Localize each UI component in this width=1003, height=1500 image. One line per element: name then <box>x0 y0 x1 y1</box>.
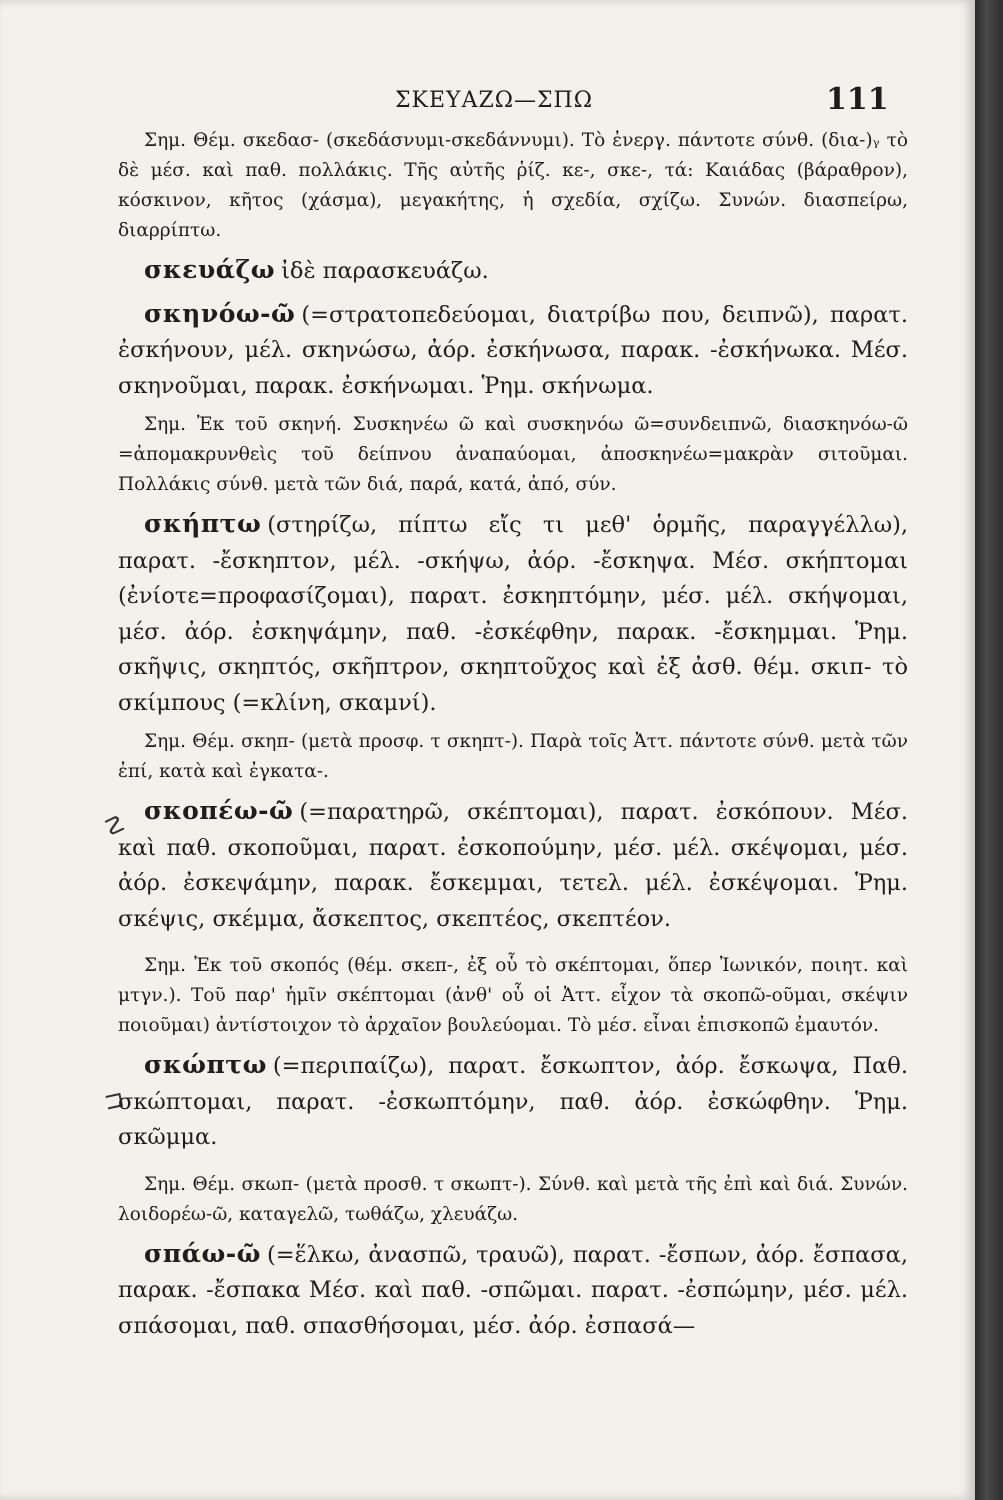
entry-headword: σπάω-ῶ <box>144 1238 261 1268</box>
entry-headword: σκοπέω-ῶ <box>144 796 294 825</box>
handwritten-mark-icon: ⊐ <box>101 1084 127 1116</box>
note-paragraph: Σημ. Θέμ. σκεδασ- (σκεδάσνυμι-σκεδάννυμι). Τὸ ἐνεργ. πάντοτε σύνθ. (δια-)ᵧ τὸ δὲ μέσ. καὶ παθ. πολλάκις. Τῆς αὐτῆς ῥίζ. κε-, σκε-, τά: Καιάδας (βάραθρον), κόσκινον, κῆτος (χάσμα), μεγακήτης, ἡ σχεδία, σχίζω. Συνών. διασπείρω, διαρρίπτω. <box>118 130 908 241</box>
entry-headword: σκώπτω <box>144 1050 267 1079</box>
entry-body: (στηρίζω, πίπτω εἴς τι μεθ' ὁρμῆς, παραγγέλλω), παρατ. -ἔσκηπτον, μέλ. -σκήψω, ἀόρ. -ἔσκηψα. Μέσ. σκήπτομαι (ἐνίοτε=προφασίζομαι), παρατ. ἐσκηπτόμην, μέσ. μέλ. σκήψομαι, μέσ. ἀόρ. ἐσκηψάμην, παθ. -ἐσκέφθην, παρακ. -ἔσκημμαι. Ῥημ. σκῆψις, σκηπτός, σκῆπτρον, σκηπτοῦχος καὶ ἐξ ἀσθ. θέμ. σκιπ- τὸ σκίμπους (=κλίνη, σκαμνί). <box>118 512 908 716</box>
entry-headword: σκήπτω <box>144 509 262 538</box>
entry-headword: σκευάζω <box>144 255 276 284</box>
dictionary-entry <box>118 1047 908 1156</box>
running-title: ΣΚΕΥΑΖΩ—ΣΠΩ <box>395 88 593 113</box>
dictionary-entry <box>118 296 908 405</box>
entry-body: ἰδὲ παρασκευάζω. <box>281 258 489 284</box>
page-number: 111 <box>826 82 889 117</box>
handwritten-mark-icon: ☡ <box>101 810 129 842</box>
dictionary-entry <box>118 1236 908 1345</box>
entry-body: (=περιπαίζω), παρατ. ἔσκωπτον, ἀόρ. ἔσκωψα, Παθ. σκώπτομαι, παρατ. -ἐσκωπτόμην, παθ. ἀόρ. ἐσκώφθην. Ῥημ. σκῶμμα. <box>118 1053 908 1150</box>
dictionary-entry <box>118 793 908 937</box>
dictionary-entry <box>118 506 908 721</box>
page-header <box>0 82 975 128</box>
entry-body: (=παρατηρῶ, σκέπτομαι), παρατ. ἐσκόπουν. Μέσ. καὶ παθ. σκοποῦμαι, παρατ. ἐσκοπούμην, μέσ. μέλ. σκέψομαι, μέσ. ἀόρ. ἐσκεψάμην, παρακ. ἔσκεμμαι, τετελ. μέλ. ἐσκέψομαι. Ῥημ. σκέψις, σκέμμα, ἄσκεπτος, σκεπτέος, σκεπτέον. <box>118 799 908 932</box>
note-paragraph: Σημ. Ἐκ τοῦ σκοπός (θέμ. σκεπ-, ἐξ οὗ τὸ σκέπτομαι, ὅπερ Ἰωνικόν, ποιητ. καὶ μτγν.). Τοῦ παρ' ἡμῖν σκέπτομαι (ἀνθ' οὗ οἱ Ἀττ. εἶχον τὰ σκοπῶ-οῦμαι, σκέψιν ποιοῦμαι) ἀντίστοιχον τὸ ἀρχαῖον βουλεύομαι. Τὸ μέσ. εἶναι ἐπισκοπῶ ἐμαυτόν. <box>118 955 908 1036</box>
entry-headword: σκηνόω-ῶ <box>144 298 296 328</box>
note-paragraph: Σημ. Θέμ. σκηπ- (μετὰ προσφ. τ σκηπτ-). Παρὰ τοῖς Ἀττ. πάντοτε σύνθ. μετὰ τῶν ἐπί, κατὰ καὶ ἐγκατα-. <box>118 731 908 782</box>
dictionary-text <box>118 126 908 1350</box>
book-edge <box>975 0 1003 1500</box>
entry-body: (=ἕλκω, ἀνασπῶ, τραυῶ), παρατ. -ἔσπων, ἀόρ. ἔσπασα, παρακ. -ἔσπακα Μέσ. καὶ παθ. -σπῶμαι. παρατ. -ἐσπώμην, μέσ. μέλ. σπάσομαι, παθ. σπασθήσομαι, μέσ. ἀόρ. ἐσπασά— <box>118 1241 908 1339</box>
dictionary-entry <box>118 252 908 290</box>
note-paragraph: Σημ. Θέμ. σκωπ- (μετὰ προσθ. τ σκωπτ-). Σύνθ. καὶ μετὰ τῆς ἐπὶ καὶ διά. Συνών. λοιδορέω-ῶ, καταγελῶ, τωθάζω, χλευάζω. <box>118 1173 908 1225</box>
entry-body: (=στρατοπεδεύομαι, διατρίβω που, δειπνῶ), παρατ. ἐσκήνουν, μέλ. σκηνώσω, ἀόρ. ἐσκήνωσα, παρακ. -ἐσκήνωκα. Μέσ. σκηνοῦμαι, παρακ. ἐσκήνωμαι. Ῥημ. σκήνωμα. <box>118 301 908 399</box>
note-paragraph: Σημ. Ἐκ τοῦ σκηνή. Συσκηνέω ῶ καὶ συσκηνόω ῶ=συνδειπνῶ, διασκηνόω-ῶ =ἀπομακρυνθεὶς τοῦ δείπνου ἀναπαύομαι, ἀποσκηνέω=μακρὰν σιτοῦμαι. Πολλάκις σύνθ. μετὰ τῶν διά, παρά, κατά, ἀπό, σύν. <box>118 414 908 495</box>
